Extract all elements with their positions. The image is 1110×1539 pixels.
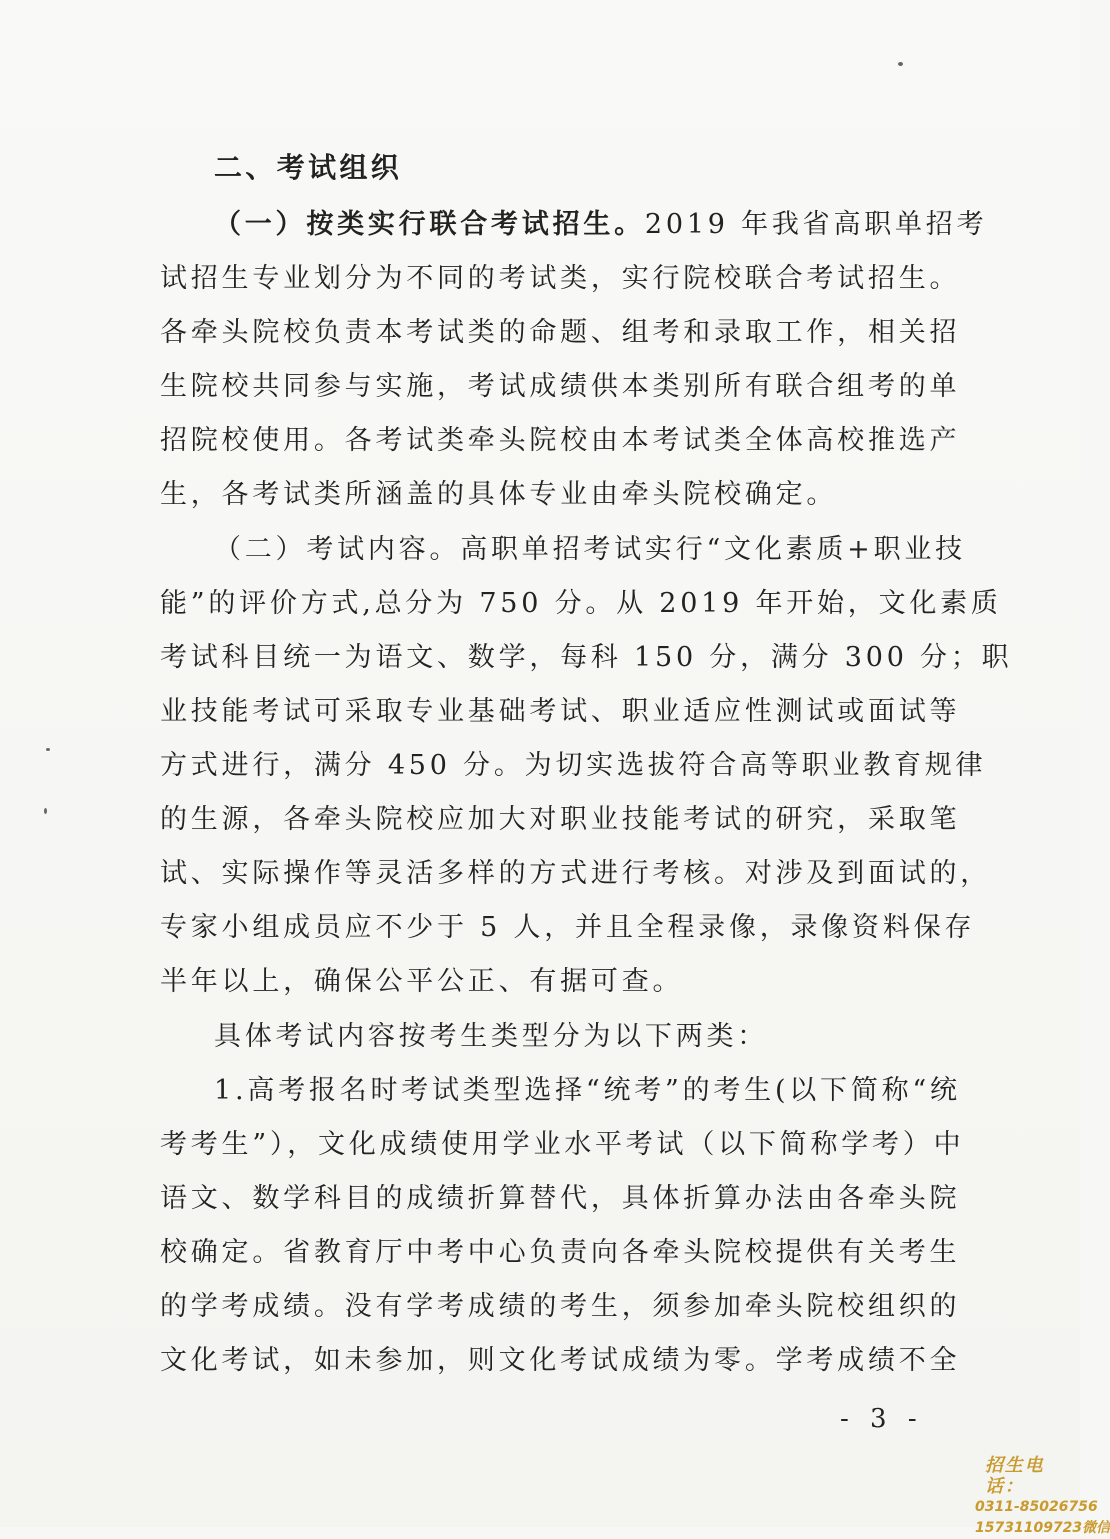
scan-speck [44, 808, 47, 814]
section2-line-0: （二）考试内容。高职单招考试实行“文化素质+职业技 [214, 534, 966, 565]
contact-watermark [975, 1455, 1110, 1539]
section2-line-8: 半年以上，确保公平公正、有据可查。 [160, 966, 684, 997]
watermark-mobile: 15731109723微信 [975, 1520, 1110, 1536]
section1-line-3: 生院校共同参与实施，考试成绩供本类别所有联合组考的单 [160, 371, 961, 402]
section1-line-5: 生，各考试类所涵盖的具体专业由牵头院校确定。 [160, 479, 838, 510]
section3-line-5: 文化考试，如未参加，则文化考试成绩为零。学考成绩不全 [160, 1345, 961, 1376]
section1-line-2: 各牵头院校负责本考试类的命题、组考和录取工作，相关招 [160, 317, 961, 348]
section1-line-0-text: 2019 年我省高职单招考 [644, 209, 988, 240]
section2-line-2: 考试科目统一为语文、数学，每科 150 分，满分 300 分；职 [160, 642, 1013, 673]
section1-line-4: 招院校使用。各考试类牵头院校由本考试类全体高校推选产 [160, 425, 961, 456]
section2-line-6: 试、实际操作等灵活多样的方式进行考核。对涉及到面试的， [160, 858, 992, 889]
section3-line-3: 校确定。省教育厅中考中心负责向各牵头院校提供有关考生 [160, 1237, 961, 1268]
section2-line-1: 能”的评价方式,总分为 750 分。从 2019 年开始，文化素质 [160, 588, 1002, 619]
section-heading: 二、考试组织 [214, 151, 403, 184]
section3-intro: 具体考试内容按考生类型分为以下两类： [214, 1021, 769, 1052]
page-number: - 3 - [840, 1404, 924, 1434]
section3-line-2: 语文、数学科目的成绩折算替代，具体折算办法由各牵头院 [160, 1183, 961, 1214]
section1-title: （一）按类实行联合考试招生。 [214, 209, 645, 240]
scan-speck [46, 748, 50, 751]
section2-line-5: 的生源，各牵头院校应加大对职业技能考试的研究，采取笔 [160, 804, 961, 835]
section3-line-4: 的学考成绩。没有学考成绩的考生，须参加牵头院校组织的 [160, 1291, 961, 1322]
section1-line-1: 试招生专业划分为不同的考试类，实行院校联合考试招生。 [160, 263, 961, 294]
watermark-title: 招生电话： [985, 1455, 1045, 1497]
section1-line-0 [214, 205, 988, 245]
section3-line-0: 1.高考报名时考试类型选择“统考”的考生(以下简称“统 [214, 1075, 961, 1106]
section2-line-4: 方式进行，满分 450 分。为切实选拔符合高等职业教育规律 [160, 750, 987, 781]
watermark-phone: 0311-85026756 [975, 1499, 1098, 1515]
section2-line-3: 业技能考试可采取专业基础考试、职业适应性测试或面试等 [160, 696, 961, 727]
section3-line-1: 考考生”），文化成绩使用学业水平考试（以下简称学考）中 [160, 1129, 965, 1160]
scan-speck [898, 62, 903, 66]
section2-line-7: 专家小组成员应不少于 5 人，并且全程录像，录像资料保存 [160, 912, 976, 943]
